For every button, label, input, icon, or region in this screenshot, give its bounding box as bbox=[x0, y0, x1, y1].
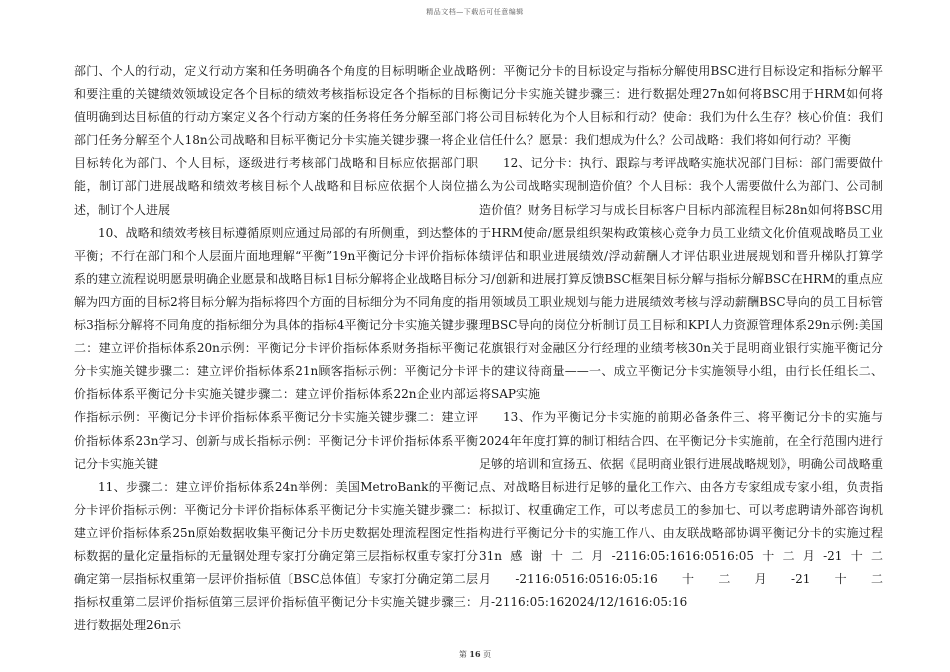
page-number: 16 bbox=[469, 649, 481, 659]
left-paragraph-1: 部门、个人的行动，定义行动方案和任务明确各个角度的目标明晰企业战略和要注重的关键绩效领域设定各个目标的绩效考核指标设定各个指标的目标值明确到达目标值的行动方案定义各个行动方案的任务将任务分解至部门将部门任务分解至个人18n公司战略和目标平衡记分卡实施关键步骤一将企业目标转化为部门、个人目标，逐级进行考核部门战略和目标应依据部门职能，制订部门进展战略和绩效考核目标个人战略和目标应依据个人岗位描述，制订个人进展 bbox=[74, 64, 478, 217]
page-footer bbox=[0, 649, 950, 660]
right-column bbox=[479, 60, 883, 614]
right-paragraph-2: 12、记分卡：执行、跟踪与考评战略实施状况部门目标：部门需要做什么为公司战略实现制造价值？个人目标：我个人需要做什么为部门、公司制造价值？财务目标学习与成长目标客户目标内部流程目标28n如何将BSC用于HRM使命/愿景组织架构政策核心竞争力员工业绩文化价值观战略员工业绩评估和职业进展绩效/浮动薪酬人才评估职业进展规划和晋升梯队打算学习/创新和进展打算反馈BSC框架目标分解与指标分解BSC在HRM的重点应用领域员工职业规划与能力进展绩效考核与浮动薪酬BSC导向的员工目标管理BSC导向的岗位分析制订员工目标和KPI人力资源管理体系29n示例:美国花旗银行对金融区分行经理的业绩考核30n关于昆明商业银行实施平衡记分卡的建议待商量——一、成立平衡记分卡实施领导小组，由行长任组长二、将SAP实施 bbox=[479, 156, 883, 402]
footer-prefix: 第 bbox=[458, 650, 467, 659]
right-paragraph-1: 例：平衡记分卡的目标设定与指标分解使用BSC进行目标设定和指标分解平衡记分卡实施关键步骤三：进行数据处理27n如何将BSC用于HRM如何将公司目标转化为个人目标和行动？使命：我们为什么生存？核心价值：我们信任什么？愿景：我们想成为什么？公司战略：我们将如何行动？平衡 bbox=[479, 64, 883, 148]
left-column bbox=[74, 60, 478, 637]
page-header: 精品文档—下载后可任意编辑 bbox=[426, 8, 524, 16]
left-paragraph-2: 10、战略和绩效考核目标遵循原则应通过局部的有所侧重，到达整体的平衡；不行在部门和个人层面片面地理解“平衡”19n平衡记分卡评价指标体系的建立流程说明愿景明确企业愿景和战略目标1目标分解将企业战略目标分解为四方面的目标2将目标分解为指标将四个方面的目标细分为不同角度的指标3指标分解将不同角度的指标细分为具体的指标4平衡记分卡实施关键步骤二：建立评价指标体系20n示例：平衡记分卡评价指标体系财务指标平衡记分卡实施关键步骤二：建立评价指标体系21n顾客指标示例：平衡记分卡评价指标体系平衡记分卡实施关键步骤二：建立评价指标体系22n企业内部运作指标示例：平衡记分卡评价指标体系平衡记分卡实施关键步骤二：建立评价指标体系23n学习、创新与成长指标示例：平衡记分卡评价指标体系平衡记分卡实施关键 bbox=[74, 225, 478, 471]
right-paragraph-3: 13、作为平衡记分卡实施的前期必备条件三、将平衡记分卡的实施与2024年年度打算的制订相结合四、在平衡记分卡实施前，在全行范围内进行足够的培训和宣扬五、依据《昆明商业银行进展战略规划》，明确公司战略重点、对战略目标进行足够的量化工作六、由各方专家组成专家小组，负责指标拟订、权重确定工作，可以考虑员工的参加七、可以考虑聘请外部咨询机构进行平衡记分卡的实施工作八、由友联战略部协调平衡记分卡的实施过程31n感谢十二月-2116:05:1616:0516:05十二月-21十二月-2116:0516:0516:05:16十二月-21十二月-2116:05:162024/12/1616:05:16 bbox=[479, 410, 883, 610]
left-paragraph-3: 11、步骤二：建立评价指标体系24n举例：美国MetroBank的平衡记分卡评价指标示例：平衡记分卡评价指标体系平衡记分卡实施关键步骤二：建立评价指标体系25n原始数据收集平衡记分卡历史数据处理流程图定性指标数据的量化定量指标的无量钢处理专家打分确定第三层指标权重专家打分确定第一层指标权重第一层评价指标值〔BSC总体值〕专家打分确定第二层指标权重第二层评价指标值第三层评价指标值平衡记分卡实施关键步骤三：进行数据处理26n示 bbox=[74, 479, 478, 633]
footer-suffix: 页 bbox=[483, 650, 492, 659]
